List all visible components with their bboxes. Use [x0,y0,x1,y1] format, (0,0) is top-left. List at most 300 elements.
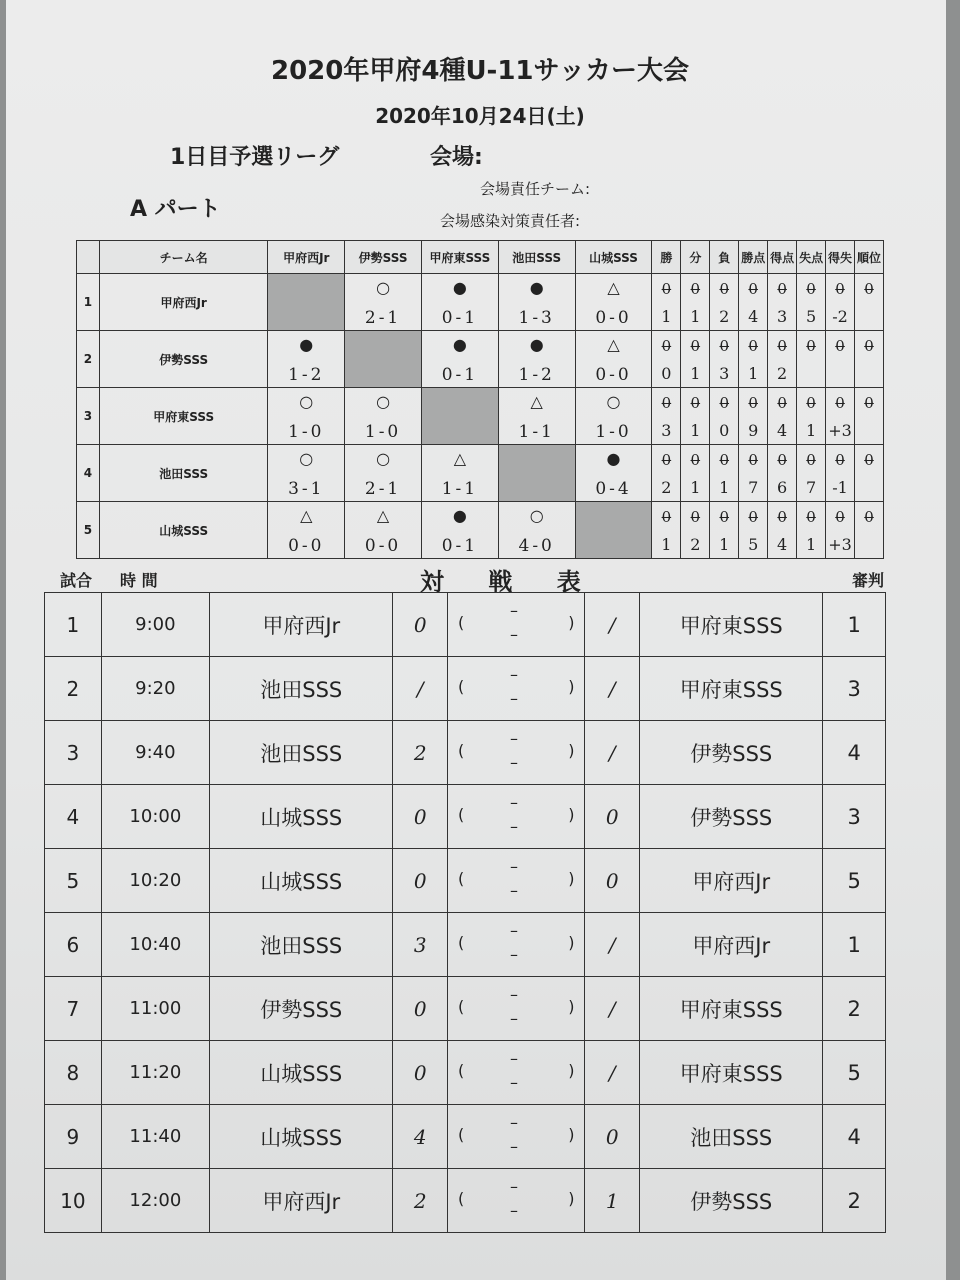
struck-zero: 0 [690,451,701,469]
struck-zero: 0 [864,394,874,412]
pk-dash-bottom: – [510,881,519,900]
result-symbol: △ [607,335,620,354]
struck-zero: 0 [806,394,816,412]
stat-value: +3 [828,421,852,440]
paren-close: ) [568,1189,575,1208]
paren-close: ) [568,1125,575,1144]
struck-zero: 0 [690,394,701,412]
self-match-cell [345,331,422,388]
away-score: / [585,593,640,657]
stat-cell [681,274,710,331]
pk-score-cell [448,849,585,913]
league-label: 1日目予選リーグ [170,145,340,170]
row-number: 4 [77,445,100,502]
match-table [44,592,886,1233]
stat-cell [739,502,768,559]
paren-close: ) [568,613,575,632]
result-cell [421,445,498,502]
result-score: 0-0 [364,536,402,556]
result-cell [575,388,652,445]
struck-zero: 0 [748,451,758,469]
struck-zero: 0 [661,394,672,412]
home-team: 池田SSS [210,657,393,721]
header-points: 勝点 [739,241,768,274]
match-number: 4 [45,785,102,849]
home-score: 2 [393,1169,448,1233]
stat-cell [797,445,826,502]
paren-open: ( [458,997,465,1016]
pk-dash-top: – [510,1113,519,1132]
struck-zero: 0 [864,451,874,469]
paren-close: ) [568,997,575,1016]
match-number: 7 [45,977,102,1041]
stat-cell [681,388,710,445]
stat-cell [854,331,883,388]
match-number: 6 [45,913,102,977]
stat-value: 4 [777,535,788,554]
stat-cell [854,388,883,445]
away-score: 0 [585,1105,640,1169]
away-score: 0 [585,849,640,913]
stat-value: 0 [661,364,672,383]
referee-number: 4 [823,721,886,785]
league-row [77,274,884,331]
result-score: 0-1 [441,308,479,328]
stat-value: -2 [832,307,848,326]
paren-close: ) [568,1061,575,1080]
away-team: 伊勢SSS [640,785,823,849]
stat-value: 2 [719,307,730,326]
paren-open: ( [458,805,465,824]
match-row [45,849,886,913]
result-score: 1-1 [441,479,479,499]
referee-number: 2 [823,977,886,1041]
home-score: 2 [393,721,448,785]
struck-zero: 0 [806,337,816,355]
row-team-name: 甲府東SSS [99,388,267,445]
paren-close: ) [568,805,575,824]
stat-cell [681,331,710,388]
match-number: 3 [45,721,102,785]
pk-dash-bottom: – [510,689,519,708]
home-score: 0 [393,849,448,913]
paren-close: ) [568,869,575,888]
match-row [45,913,886,977]
home-team: 甲府西Jr [210,1169,393,1233]
pk-dash-top: – [510,1049,519,1068]
pk-score-cell [448,657,585,721]
league-row [77,331,884,388]
stat-value: +3 [828,535,852,554]
struck-zero: 0 [661,508,672,526]
stat-value: 1 [719,535,730,554]
result-cell [268,502,345,559]
struck-zero: 0 [661,280,672,298]
stat-value: 4 [777,421,788,440]
paren-open: ( [458,741,465,760]
result-symbol: ● [606,449,621,468]
pk-dash-top: – [510,793,519,812]
stat-value: 2 [690,535,701,554]
match-time: 11:20 [101,1041,209,1105]
result-score: 1-1 [518,422,555,442]
pk-dash-bottom: – [510,945,519,964]
result-score: 0-4 [595,479,632,499]
part-label: A パート [130,197,221,222]
stat-cell [854,274,883,331]
result-symbol: ● [452,278,467,297]
struck-zero: 0 [806,280,816,298]
struck-zero: 0 [719,337,730,355]
stat-cell [797,502,826,559]
stat-value: 4 [748,307,759,326]
home-score: 0 [393,593,448,657]
struck-zero: 0 [719,451,730,469]
home-team: 山城SSS [210,1105,393,1169]
result-cell [421,274,498,331]
home-team: 山城SSS [210,849,393,913]
stat-value: 2 [777,364,788,383]
struck-zero: 0 [835,451,845,469]
header-team-4: 池田SSS [498,241,575,274]
stat-value: 7 [805,478,817,497]
match-time: 9:40 [101,721,209,785]
struck-zero: 0 [719,394,730,412]
pk-dash-top: – [510,857,519,876]
struck-zero: 0 [864,337,874,355]
row-number: 2 [77,331,100,388]
match-label: 試合 [60,571,93,590]
stat-cell [768,445,797,502]
paren-close: ) [568,741,575,760]
stat-value: 1 [690,307,701,326]
struck-zero: 0 [777,394,787,412]
stat-value: 1 [748,364,759,383]
match-row [45,785,886,849]
result-score: 0-1 [441,536,479,556]
pk-dash-bottom: – [510,1073,519,1092]
result-score: 0-0 [288,536,325,556]
pk-score-cell [448,1105,585,1169]
referee-number: 4 [823,1105,886,1169]
referee-number: 5 [823,849,886,913]
time-label: 時 間 [120,571,158,590]
home-score: 0 [393,785,448,849]
struck-zero: 0 [690,337,701,355]
result-score: 1-2 [518,365,555,385]
pk-dash-bottom: – [510,1137,519,1156]
result-symbol: ○ [299,449,314,468]
struck-zero: 0 [777,337,787,355]
stat-value: 5 [748,535,759,554]
stat-cell [710,274,739,331]
result-symbol: △ [300,506,313,525]
away-score: 0 [585,785,640,849]
result-symbol: △ [376,506,390,525]
result-cell [498,388,575,445]
stat-value: 1 [719,478,730,497]
result-cell [345,388,422,445]
struck-zero: 0 [777,451,787,469]
responsible-team-label: 会場責任チーム: [480,180,591,198]
row-number: 1 [77,274,100,331]
match-row [45,1105,886,1169]
struck-zero: 0 [835,508,845,526]
stat-value: 1 [690,421,701,440]
result-score: 1-2 [288,365,325,385]
stat-cell [739,274,768,331]
stat-value: 0 [719,421,730,440]
stat-cell [681,445,710,502]
pk-dash-top: – [510,729,519,748]
stat-cell [652,274,681,331]
away-score: / [585,721,640,785]
result-score: 1-0 [364,422,402,442]
pk-dash-bottom: – [510,753,519,772]
row-number: 3 [77,388,100,445]
stat-cell [854,502,883,559]
header-team-2: 伊勢SSS [345,241,422,274]
home-team: 伊勢SSS [210,977,393,1041]
away-team: 甲府東SSS [640,1041,823,1105]
match-label-row [60,568,890,596]
league-table [76,240,884,559]
header-team-5: 山城SSS [575,241,652,274]
match-time: 10:40 [101,913,209,977]
referee-number: 1 [823,913,886,977]
referee-number: 3 [823,657,886,721]
referee-label: 審判 [851,571,884,590]
match-time: 12:00 [101,1169,209,1233]
stat-cell [826,445,855,502]
home-team: 山城SSS [210,1041,393,1105]
match-row [45,1041,886,1105]
stat-cell [710,502,739,559]
self-match-cell [268,274,345,331]
result-score: 3-1 [288,479,325,499]
paren-open: ( [458,869,465,888]
away-score: / [585,977,640,1041]
match-number: 8 [45,1041,102,1105]
result-score: 1-3 [518,308,555,328]
referee-number: 3 [823,785,886,849]
result-cell [345,274,422,331]
stat-value: 3 [661,421,672,440]
stat-value: 1 [690,364,701,383]
stat-value: 1 [661,535,672,554]
row-team-name: 池田SSS [99,445,267,502]
match-time: 10:20 [101,849,209,913]
result-score: 2-1 [364,479,402,499]
stat-value: 5 [805,307,817,326]
result-symbol: ○ [376,449,391,468]
home-score: 0 [393,977,448,1041]
pk-score-cell [448,1169,585,1233]
result-symbol: ○ [299,392,314,411]
struck-zero: 0 [777,280,787,298]
away-team: 伊勢SSS [640,1169,823,1233]
result-score: 1-0 [595,422,632,442]
result-symbol: ○ [606,392,621,411]
stat-cell [797,388,826,445]
struck-zero: 0 [748,394,758,412]
result-score: 0-0 [595,365,632,385]
home-team: 甲府西Jr [210,593,393,657]
pk-dash-top: – [510,601,519,620]
struck-zero: 0 [748,280,758,298]
infection-officer-label: 会場感染対策責任者: [440,212,581,230]
header-team-1: 甲府西Jr [268,241,345,274]
stat-cell [768,274,797,331]
home-score: 0 [393,1041,448,1105]
away-score: / [585,657,640,721]
stat-cell [854,445,883,502]
header-goals-for: 得点 [768,241,797,274]
stat-value: -1 [832,478,848,497]
result-symbol: ○ [376,392,391,411]
home-team: 池田SSS [210,913,393,977]
home-score: / [393,657,448,721]
result-symbol: ● [529,335,544,354]
result-score: 0-0 [595,308,632,328]
stat-value: 1 [690,478,701,497]
result-cell [345,445,422,502]
pk-dash-top: – [510,1177,519,1196]
result-cell [498,331,575,388]
away-team: 甲府東SSS [640,657,823,721]
away-team: 甲府東SSS [640,977,823,1041]
header-goals-against: 失点 [797,241,826,274]
result-symbol: ● [529,278,544,297]
home-score: 4 [393,1105,448,1169]
stat-cell [739,331,768,388]
struck-zero: 0 [835,337,845,355]
stat-cell [797,274,826,331]
stat-cell [710,331,739,388]
stat-cell [710,388,739,445]
stat-value: 1 [805,535,817,554]
paren-close: ) [568,677,575,696]
row-team-name: 甲府西Jr [99,274,267,331]
match-time: 9:20 [101,657,209,721]
stat-cell [768,502,797,559]
match-number: 1 [45,593,102,657]
stat-cell [739,388,768,445]
pk-score-cell [448,593,585,657]
pk-score-cell [448,913,585,977]
struck-zero: 0 [806,508,816,526]
stat-value: 1 [661,307,672,326]
venue-label: 会場: [430,145,483,170]
away-team: 甲府東SSS [640,593,823,657]
result-symbol: ○ [529,506,544,525]
result-cell [575,445,652,502]
event-date: 2020年10月24日(土) [375,104,585,128]
result-symbol: ● [452,335,467,354]
struck-zero: 0 [806,451,816,469]
league-header-row [77,241,884,274]
away-score: / [585,1041,640,1105]
away-score: 1 [585,1169,640,1233]
self-match-cell [498,445,575,502]
struck-zero: 0 [719,280,730,298]
struck-zero: 0 [690,280,701,298]
struck-zero: 0 [719,508,730,526]
struck-zero: 0 [864,508,874,526]
result-symbol: ● [452,506,467,525]
header-loss: 負 [710,241,739,274]
match-number: 5 [45,849,102,913]
result-score: 0-1 [441,365,479,385]
result-cell [498,274,575,331]
match-row [45,593,886,657]
home-team: 山城SSS [210,785,393,849]
paren-open: ( [458,677,465,696]
match-number: 9 [45,1105,102,1169]
stat-cell [826,388,855,445]
pk-dash-top: – [510,921,519,940]
result-symbol: △ [607,278,620,297]
stat-value: 9 [748,421,759,440]
paren-open: ( [458,933,465,952]
result-cell [575,274,652,331]
stat-cell [739,445,768,502]
result-score: 1-0 [288,422,325,442]
struck-zero: 0 [690,508,701,526]
self-match-cell [575,502,652,559]
league-row [77,445,884,502]
pk-dash-bottom: – [510,1009,519,1028]
stat-cell [652,445,681,502]
league-row [77,388,884,445]
pk-dash-bottom: – [510,625,519,644]
stat-cell [797,331,826,388]
struck-zero: 0 [835,394,845,412]
pk-score-cell [448,1041,585,1105]
home-score: 3 [393,913,448,977]
stat-value: 6 [777,478,788,497]
pk-dash-top: – [510,665,519,684]
stat-value: 2 [661,478,672,497]
away-team: 甲府西Jr [640,913,823,977]
struck-zero: 0 [748,508,758,526]
result-symbol: △ [453,449,467,468]
struck-zero: 0 [835,280,845,298]
paren-open: ( [458,1061,465,1080]
row-number: 5 [77,502,100,559]
stat-cell [768,388,797,445]
header-team-3: 甲府東SSS [421,241,498,274]
stat-cell [768,331,797,388]
row-team-name: 山城SSS [99,502,267,559]
struck-zero: 0 [777,508,787,526]
result-cell [421,331,498,388]
stat-cell [652,502,681,559]
pk-dash-bottom: – [510,817,519,836]
result-symbol: ○ [376,278,391,297]
pk-dash-top: – [510,985,519,1004]
stat-cell [826,331,855,388]
header-rank: 順位 [854,241,883,274]
stat-cell [826,274,855,331]
header-draw: 分 [681,241,710,274]
match-time: 11:40 [101,1105,209,1169]
result-cell [421,502,498,559]
match-row [45,1169,886,1233]
paren-close: ) [568,933,575,952]
stat-cell [652,388,681,445]
match-time: 9:00 [101,593,209,657]
